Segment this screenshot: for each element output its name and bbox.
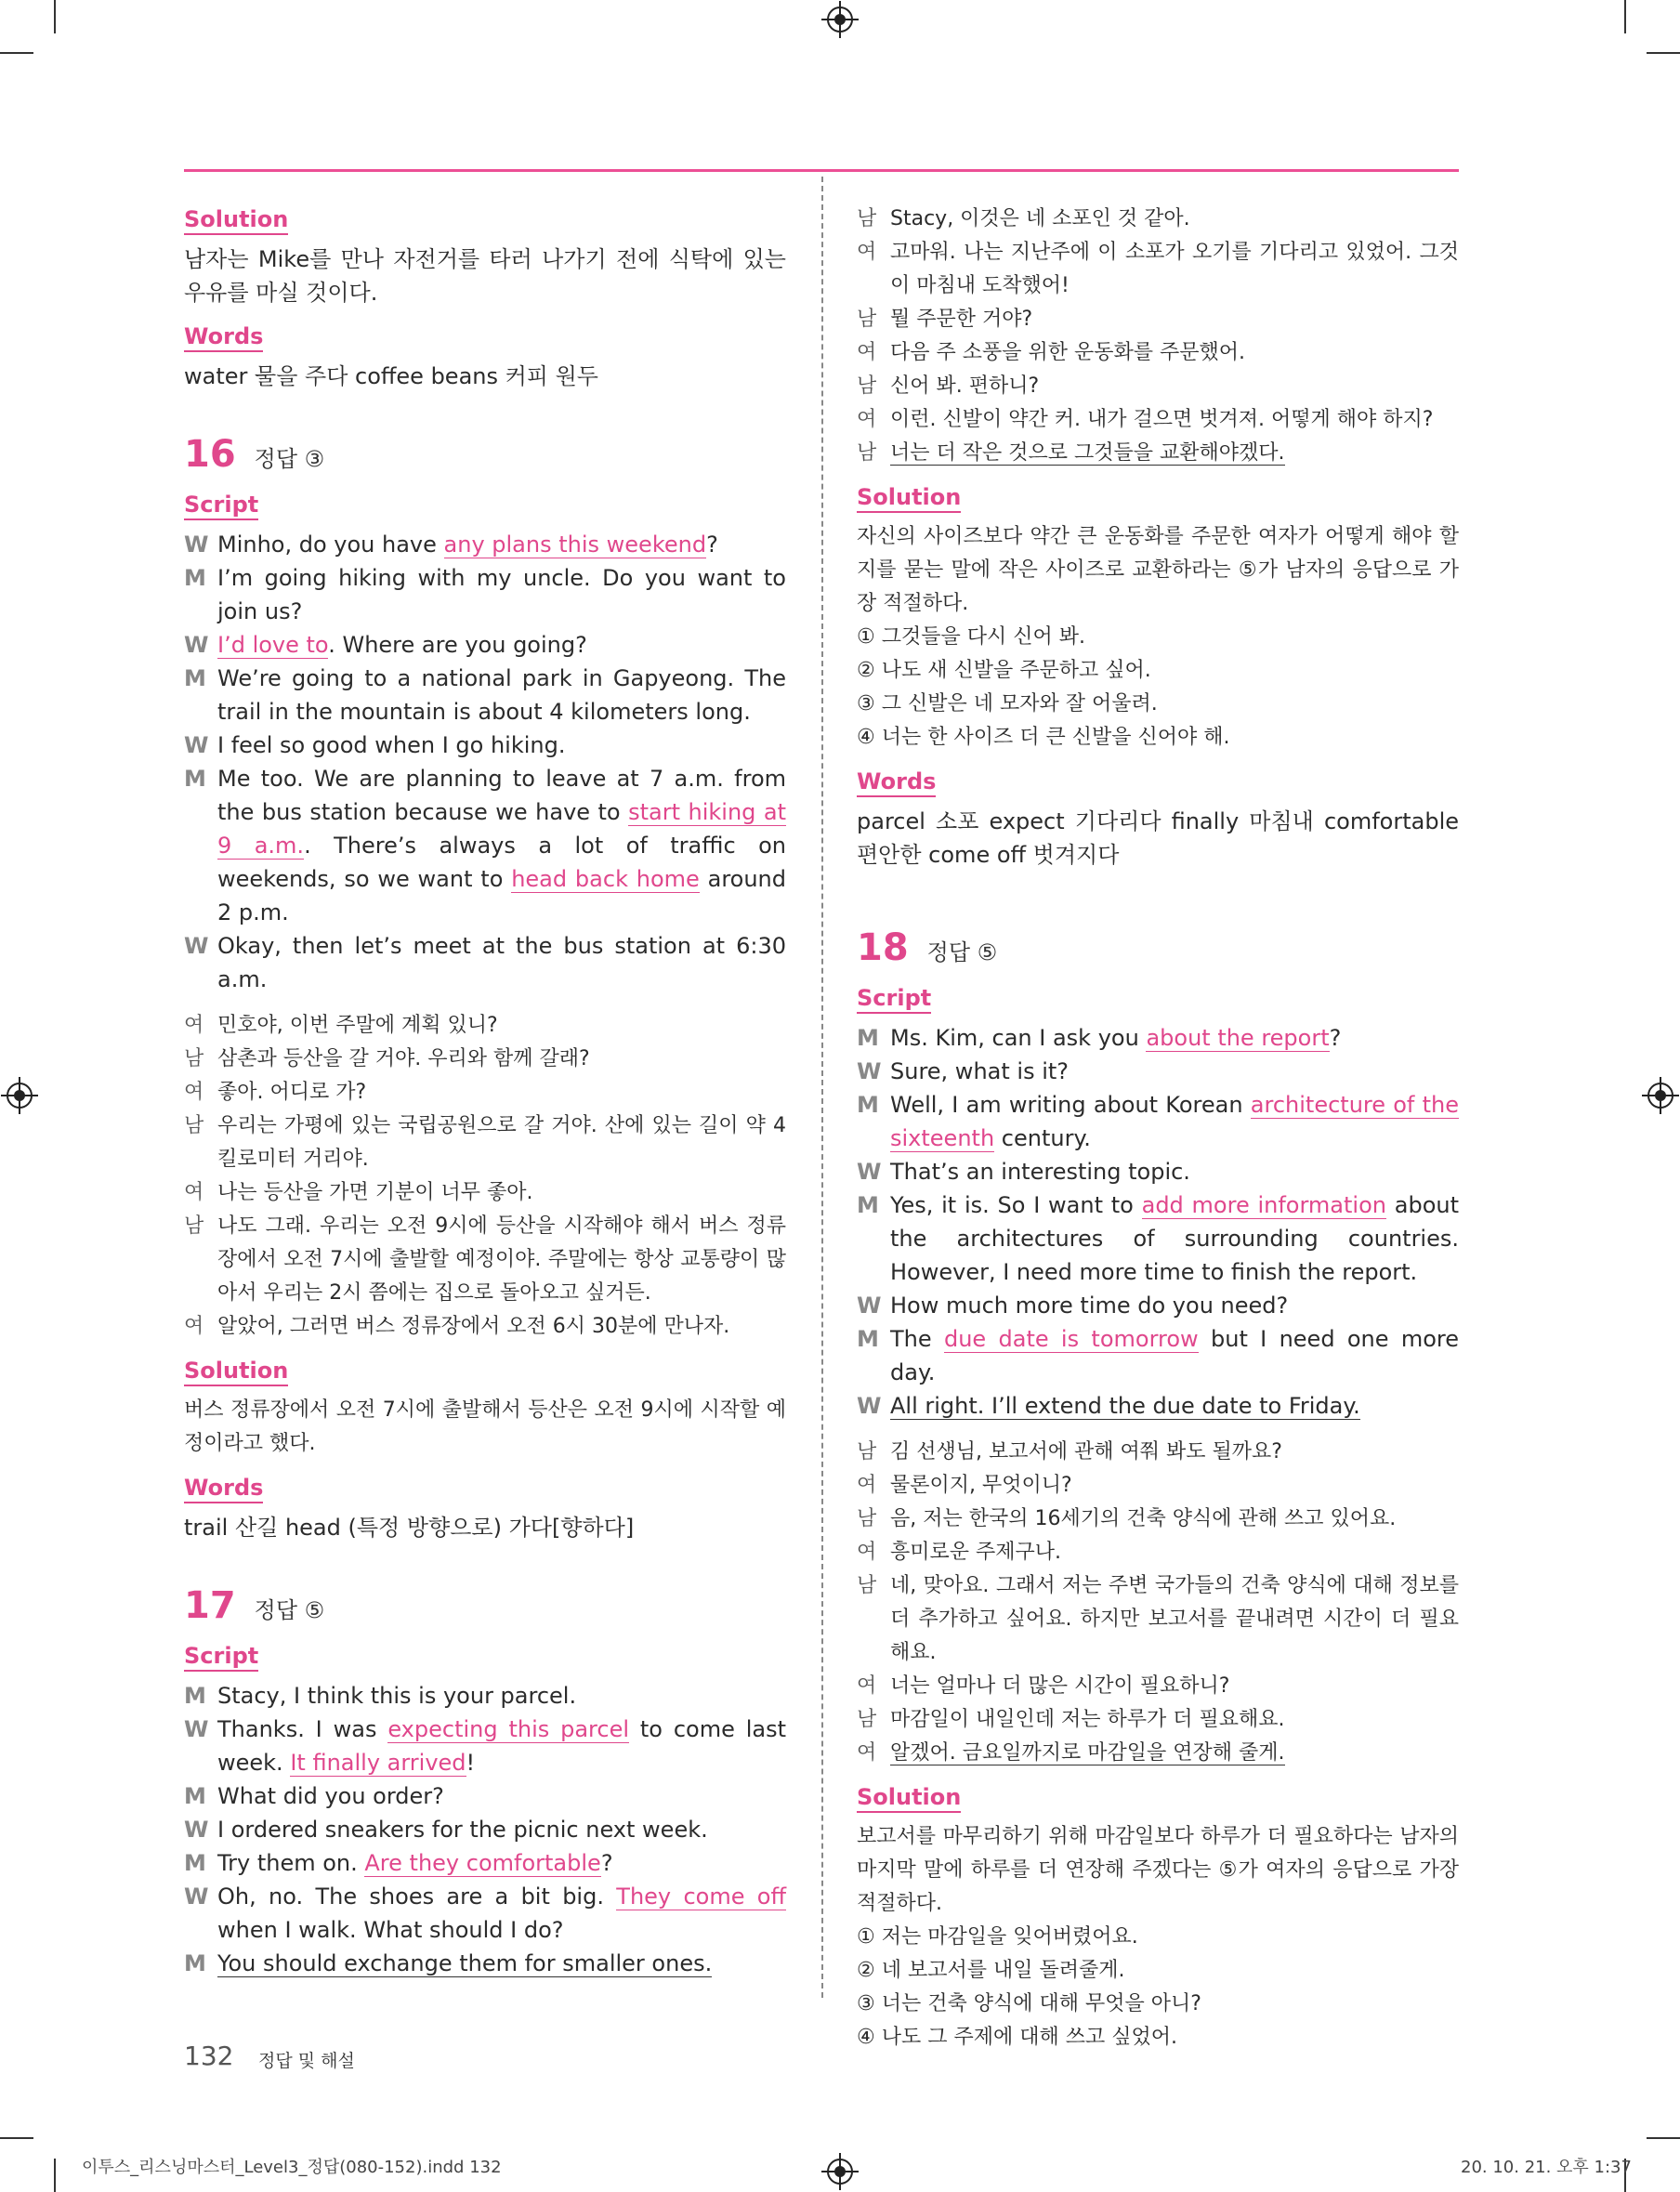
column-divider — [821, 177, 823, 1998]
running-title: 정답 및 해설 — [258, 2051, 355, 2071]
translation-line: 여 너는 얼마나 더 많은 시간이 필요하니? — [857, 1674, 1230, 1698]
script-line: W I feel so good when I go hiking. — [184, 732, 566, 758]
translation-line: 남 너는 더 작은 것으로 그것들을 교환해야겠다. — [857, 441, 1285, 465]
script-line: M Yes, it is. So I want to add more information about the architectures of surrounding countries. However, I need more time to finish the report. — [857, 1192, 1460, 1285]
translation-line: 남 김 선생님, 보고서에 관해 여쭤 봐도 될까요? — [857, 1440, 1282, 1464]
answer-underline: You should exchange them for smaller ones. — [217, 1950, 713, 1976]
section-heading: Words — [184, 1474, 263, 1503]
question-header — [184, 1582, 786, 1630]
question-header — [857, 924, 1459, 972]
section-heading: Solution — [184, 205, 288, 235]
option-item: ① 저는 마감일을 잊어버렸어요. — [857, 1925, 1138, 1949]
answer-highlight: add more information — [1141, 1192, 1386, 1218]
answer-label: 정답 ⑤ — [254, 1597, 325, 1623]
section-heading: Words — [184, 322, 263, 352]
question-number: 18 — [857, 926, 909, 969]
right-column — [857, 203, 1459, 2054]
script-line: W That’s an interesting topic. — [857, 1159, 1190, 1185]
script-line: W Minho, do you have any plans this weekend? — [184, 532, 718, 558]
registration-mark-icon — [827, 7, 853, 33]
answer-underline: 너는 더 작은 것으로 그것들을 교환해야겠다. — [890, 441, 1285, 465]
script-line: M The due date is tomorrow but I need one more day. — [857, 1326, 1460, 1385]
option-item: ② 네 보고서를 내일 돌려줄게. — [857, 1959, 1125, 1982]
print-slug-date: 20. 10. 21. 오후 1:37 — [1461, 2158, 1632, 2177]
translation-line: 남 나도 그래. 우리는 오전 9시에 등산을 시작해야 해서 버스 정류장에서 오전 7시에 출발할 예정이야. 주말에는 항상 교통량이 많아서 우리는 2시 쯤에는 집으로 돌아오고 싶거든. — [184, 1214, 786, 1305]
script-line: W I ordered sneakers for the picnic next week. — [184, 1817, 708, 1843]
script-line: M What did you order? — [184, 1783, 444, 1809]
answer-highlight: head back home — [511, 866, 700, 892]
answer-label: 정답 ③ — [254, 446, 325, 472]
translation-line: 남 음, 저는 한국의 16세기의 건축 양식에 관해 쓰고 있어요. — [857, 1507, 1397, 1530]
translation-line: 여 물론이지, 무엇이니? — [857, 1474, 1072, 1497]
script-line: M We’re going to a national park in Gapyeong. The trail in the mountain is about 4 kilometers long. — [184, 665, 786, 725]
script-line: M You should exchange them for smaller ones. — [184, 1950, 713, 1976]
script-line: M I’m going hiking with my uncle. Do you want to join us? — [184, 565, 786, 624]
solution-text: 자신의 사이즈보다 약간 큰 운동화를 주문한 여자가 어떻게 해야 할지를 묻는 말에 작은 사이즈로 교환하라는 ⑤가 남자의 응답으로 가장 적절하다. — [857, 525, 1459, 615]
answer-highlight: architecture of the sixteenth — [890, 1092, 1459, 1151]
answer-highlight: They come off — [616, 1884, 786, 1910]
option-item: ④ 나도 그 주제에 대해 쓰고 싶었어. — [857, 2026, 1177, 2049]
script-line: M Well, I am writing about Korean architecture of the sixteenth century. — [857, 1092, 1459, 1151]
left-column — [184, 203, 786, 1980]
answer-highlight: It finally arrived — [290, 1750, 466, 1776]
crop-mark — [54, 0, 56, 33]
section-heading: Solution — [857, 483, 961, 513]
registration-mark-icon — [827, 2159, 853, 2185]
question-number: 16 — [184, 433, 236, 476]
option-item: ① 그것들을 다시 신어 봐. — [857, 625, 1085, 649]
translation-line: 남 삼촌과 등산을 갈 거야. 우리와 함께 갈래? — [184, 1047, 590, 1070]
script-line: W Sure, what is it? — [857, 1058, 1070, 1084]
section-heading: Solution — [857, 1783, 961, 1813]
words-text: trail 산길 head (특정 방향으로) 가다[향하다] — [184, 1515, 635, 1541]
translation-line: 여 흥미로운 주제구나. — [857, 1541, 1062, 1564]
question-header — [184, 430, 786, 479]
answer-underline: 알겠어. 금요일까지로 마감일을 연장해 줄게. — [890, 1741, 1285, 1765]
crop-mark — [54, 2159, 56, 2192]
script-line: M Ms. Kim, can I ask you about the report? — [857, 1025, 1342, 1051]
option-item: ④ 너는 한 사이즈 더 큰 신발을 신어야 해. — [857, 726, 1230, 749]
solution-text: 버스 정류장에서 오전 7시에 출발해서 등산은 오전 9시에 시작할 예정이라고 했다. — [184, 1398, 786, 1455]
script-line: M Stacy, I think this is your parcel. — [184, 1683, 577, 1709]
translation-line: 여 민호야, 이번 주말에 계획 있니? — [184, 1014, 498, 1037]
script-line: W Oh, no. The shoes are a bit big. They come off when I walk. What should I do? — [184, 1884, 786, 1943]
answer-highlight: start hiking at 9 a.m. — [217, 799, 786, 859]
registration-mark-icon — [7, 1083, 33, 1109]
script-line: M Try them on. Are they comfortable? — [184, 1850, 613, 1876]
answer-highlight: I’d love to — [217, 632, 329, 658]
script-line: W How much more time do you need? — [857, 1293, 1289, 1319]
words-text: water 물을 주다 coffee beans 커피 원두 — [184, 363, 598, 389]
registration-mark-icon — [1647, 1083, 1673, 1109]
answer-highlight: about the report — [1146, 1025, 1330, 1051]
translation-line: 여 좋아. 어디로 가? — [184, 1081, 367, 1104]
script-line: M Me too. We are planning to leave at 7 a.m. from the bus station because we have to start hiking at 9 a.m.. There’s always a lot of traffic on weekends, so we want to head back home around 2 p.m. — [184, 766, 787, 925]
answer-highlight: Are they comfortable — [364, 1850, 601, 1876]
solution-text: 남자는 Mike를 만나 자전거를 타러 나가기 전에 식탁에 있는 우유를 마실 것이다. — [184, 246, 786, 306]
translation-line: 여 나는 등산을 가면 기분이 너무 좋아. — [184, 1181, 533, 1204]
translation-line: 남 신어 봐. 편하니? — [857, 374, 1040, 398]
translation-line: 여 다음 주 소풍을 위한 운동화를 주문했어. — [857, 341, 1245, 364]
translation-line: 남 Stacy, 이것은 네 소포인 것 같아. — [857, 207, 1190, 230]
print-slug-file: 이투스_리스닝마스터_Level3_정답(080-152).indd 132 — [82, 2158, 502, 2177]
translation-line: 남 마감일이 내일인데 저는 하루가 더 필요해요. — [857, 1708, 1285, 1731]
solution-text: 보고서를 마무리하기 위해 마감일보다 하루가 더 필요하다는 남자의 마지막 말에 하루를 더 연장해 주겠다는 ⑤가 여자의 응답으로 가장 적절하다. — [857, 1825, 1459, 1915]
option-item: ③ 너는 건축 양식에 대해 무엇을 아니? — [857, 1992, 1201, 2015]
crop-mark — [1647, 2137, 1680, 2139]
option-item: ③ 그 신발은 네 모자와 잘 어울려. — [857, 692, 1158, 715]
crop-mark — [1624, 0, 1626, 33]
section-heading: Script — [857, 984, 931, 1014]
answer-underline: All right. I’ll extend the due date to Friday. — [890, 1393, 1360, 1419]
translation-line: 남 우리는 가평에 있는 국립공원으로 갈 거야. 산에 있는 길이 약 4킬로미터 거리야. — [184, 1114, 786, 1171]
option-item: ② 나도 새 신발을 주문하고 싶어. — [857, 659, 1151, 682]
answer-highlight: expecting this parcel — [387, 1716, 630, 1742]
script-line: W Okay, then let’s meet at the bus station at 6:30 a.m. — [184, 933, 786, 992]
section-heading: Script — [184, 491, 258, 520]
words-text: parcel 소포 expect 기다리다 finally 마침내 comfortable 편안한 come off 벗겨지다 — [857, 808, 1459, 868]
section-heading: Words — [857, 768, 936, 797]
answer-highlight: due date is tomorrow — [943, 1326, 1199, 1352]
header-rule — [184, 169, 1459, 172]
page-number: 132 — [184, 2041, 234, 2071]
section-heading: Script — [184, 1642, 258, 1672]
translation-line: 여 고마워. 나는 지난주에 이 소포가 오기를 기다리고 있었어. 그것이 마침내 도착했어! — [857, 241, 1459, 297]
script-line: W Thanks. I was expecting this parcel to come last week. It finally arrived! — [184, 1716, 786, 1776]
section-heading: Solution — [184, 1357, 288, 1386]
translation-line: 여 이런. 신발이 약간 커. 내가 걸으면 벗겨져. 어떻게 해야 하지? — [857, 408, 1434, 431]
answer-highlight: any plans this weekend — [443, 532, 707, 558]
answer-label: 정답 ⑤ — [926, 939, 998, 965]
crop-mark — [1647, 52, 1680, 54]
crop-mark — [0, 2137, 33, 2139]
question-number: 17 — [184, 1584, 236, 1627]
translation-line: 여 알겠어. 금요일까지로 마감일을 연장해 줄게. — [857, 1741, 1285, 1765]
crop-mark — [0, 52, 33, 54]
script-line: W All right. I’ll extend the due date to Friday. — [857, 1393, 1360, 1419]
script-line: W I’d love to. Where are you going? — [184, 632, 587, 658]
translation-line: 여 알았어, 그러면 버스 정류장에서 오전 6시 30분에 만나자. — [184, 1315, 730, 1338]
translation-line: 남 네, 맞아요. 그래서 저는 주변 국가들의 건축 양식에 대해 정보를 더 추가하고 싶어요. 하지만 보고서를 끝내려면 시간이 더 필요해요. — [857, 1574, 1459, 1664]
translation-line: 남 뭘 주문한 거야? — [857, 308, 1033, 331]
